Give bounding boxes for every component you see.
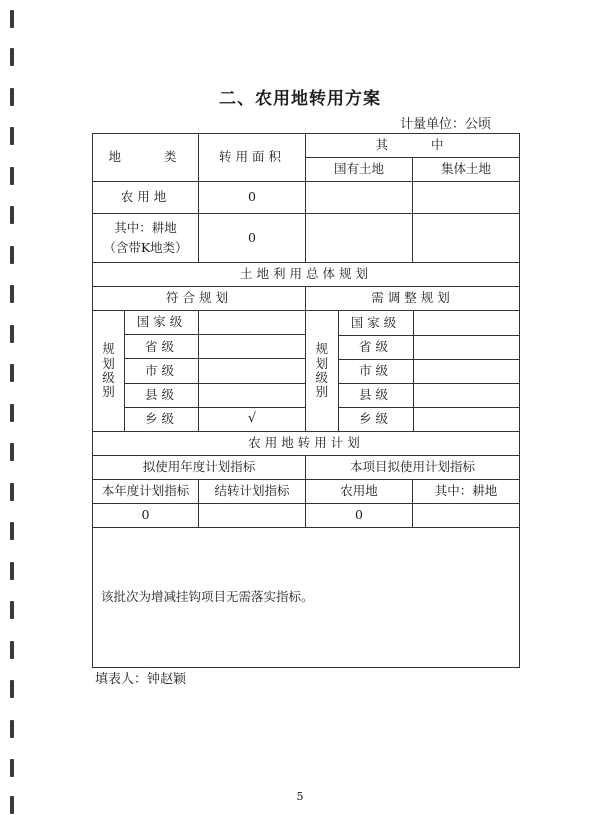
page-title: 二、农用地转用方案 <box>219 89 381 109</box>
collective-land-header: 集体土地 <box>413 158 520 182</box>
filler-label: 填表人：钟赵颖 <box>95 672 187 687</box>
level-vertical-label: 规 划 级 别 <box>93 311 125 432</box>
remarks-cell <box>93 528 520 668</box>
adjust-mark-township <box>413 407 519 431</box>
cultivated-collective-cell <box>413 214 520 263</box>
adjust-mark-city <box>413 359 519 383</box>
conversion-section-title: 农用地转用计划 <box>93 432 520 456</box>
conform-mark-city <box>199 359 306 383</box>
cultivated-label-text: 其中：耕地 <box>114 219 177 235</box>
area-header: 转用面积 <box>199 134 306 182</box>
binder-holes <box>6 0 20 815</box>
carried-over-header: 结转计划指标 <box>199 480 306 504</box>
level-township: 乡级 <box>125 407 199 431</box>
conversion-plan-table <box>92 133 520 668</box>
adjust-title: 需调整规划 <box>306 287 520 311</box>
adjust-mark-county <box>413 383 519 407</box>
conform-mark-township: √ <box>199 407 306 431</box>
conform-mark-national <box>199 311 306 335</box>
cultivated-plan-header: 其中：耕地 <box>413 480 520 504</box>
state-land-header: 国有土地 <box>306 158 413 182</box>
page-number: 5 <box>296 790 304 803</box>
level-county: 县级 <box>125 383 199 407</box>
adjust-level-city: 市级 <box>338 359 413 383</box>
level-province: 省级 <box>125 335 199 359</box>
cultivated-plan-value <box>413 504 520 528</box>
this-year-value: 0 <box>93 504 199 528</box>
adjust-level-county: 县级 <box>338 383 413 407</box>
adjust-level-province: 省级 <box>338 335 413 359</box>
remarks-text: 该批次为增减挂钩项目无需落实指标。 <box>101 589 314 605</box>
farmland-plan-header: 农用地 <box>306 480 413 504</box>
land-type-header: 地 类 <box>93 134 199 182</box>
adjust-mark-national <box>413 311 519 335</box>
conform-mark-province <box>199 335 306 359</box>
level-national: 国家级 <box>125 311 199 335</box>
unit-label: 计量单位：公顷 <box>400 117 492 132</box>
carried-over-value <box>199 504 306 528</box>
adjust-level-vertical-label: 规 划 级 别 <box>306 311 338 431</box>
adjust-block <box>306 311 520 432</box>
planning-section-title: 土地利用总体规划 <box>93 263 520 287</box>
adjust-level-national: 国家级 <box>338 311 413 335</box>
among-header: 其 中 <box>306 134 520 158</box>
planned-annual-header: 拟使用年度计划指标 <box>93 456 306 480</box>
cultivated-note: （含带K地类） <box>103 240 188 255</box>
level-city: 市级 <box>125 359 199 383</box>
farmland-label: 农用地 <box>93 182 199 214</box>
farmland-state-cell <box>306 182 413 214</box>
adjust-mark-province <box>413 335 519 359</box>
cultivated-area: 0 <box>199 214 306 263</box>
adjust-level-township: 乡级 <box>338 407 413 431</box>
this-year-header: 本年度计划指标 <box>93 480 199 504</box>
farmland-plan-value: 0 <box>306 504 413 528</box>
farmland-collective-cell <box>413 182 520 214</box>
conform-title: 符合规划 <box>93 287 306 311</box>
cultivated-state-cell <box>306 214 413 263</box>
conform-mark-county <box>199 383 306 407</box>
project-planned-header: 本项目拟使用计划指标 <box>306 456 520 480</box>
farmland-area: 0 <box>199 182 306 214</box>
cultivated-label <box>93 214 199 263</box>
